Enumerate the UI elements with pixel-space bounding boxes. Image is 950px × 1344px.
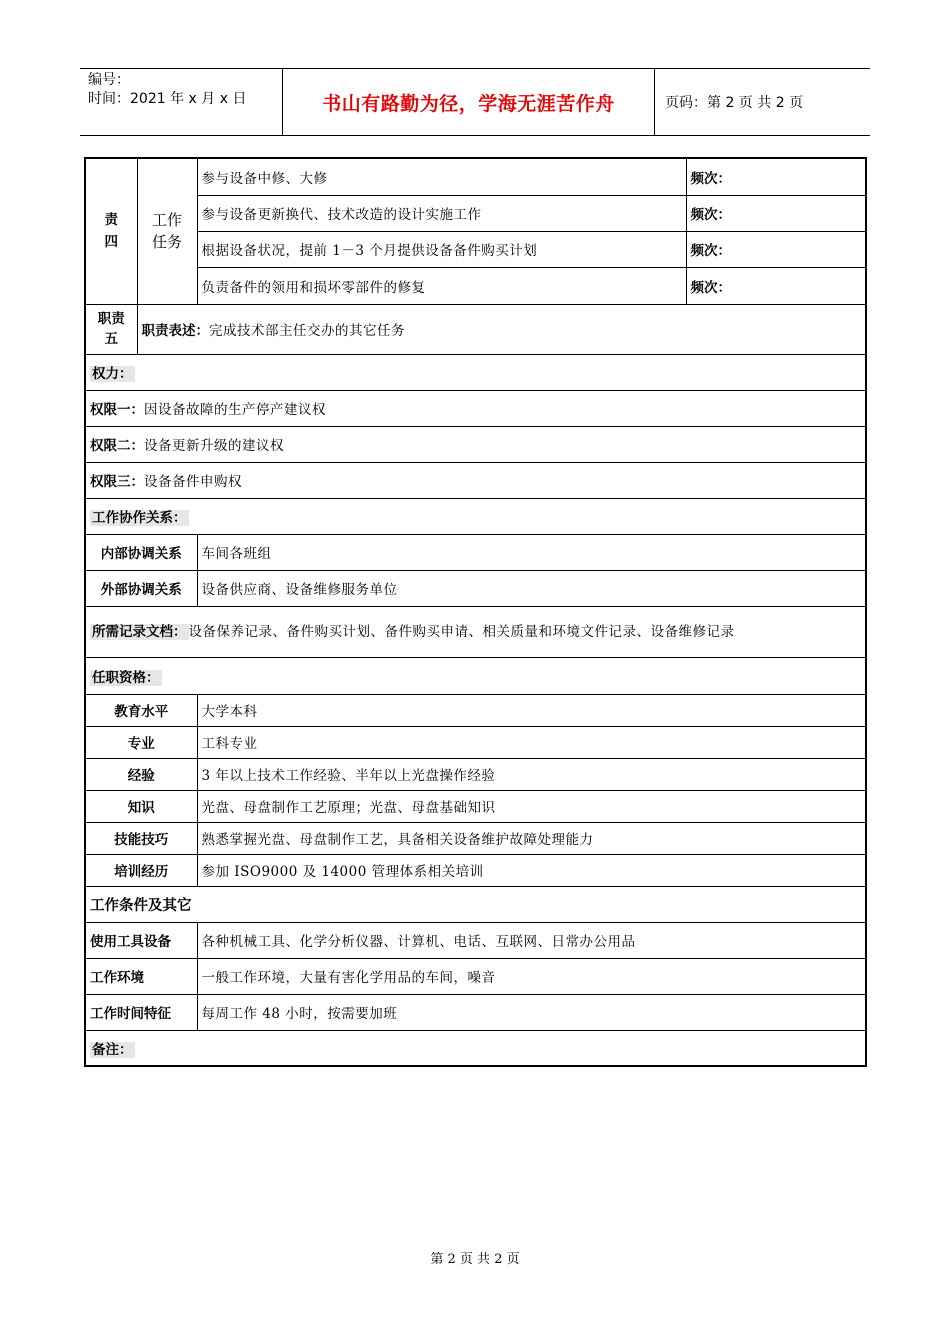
header-motto: 书山有路勤为径，学海无涯苦作舟 bbox=[322, 92, 615, 115]
conditions-row bbox=[85, 994, 866, 1030]
duty4-task-text: 参与设备更新换代、技术改造的设计实施工作 bbox=[197, 195, 686, 231]
qualification-text: 3 年以上技术工作经验、半年以上光盘操作经验 bbox=[197, 758, 866, 790]
qualification-text: 光盘、母盘制作工艺原理；光盘、母盘基础知识 bbox=[197, 790, 866, 822]
qualification-label: 培训经历 bbox=[85, 854, 197, 886]
duty4-task-label: 工作 任务 bbox=[137, 158, 197, 304]
duty4-task-row bbox=[85, 231, 866, 267]
qualification-text: 大学本科 bbox=[197, 694, 866, 726]
conditions-label: 工作环境 bbox=[85, 958, 197, 994]
duty5-label: 职责 五 bbox=[85, 304, 137, 354]
qualification-row bbox=[85, 726, 866, 758]
authority-label: 权限一： bbox=[90, 402, 144, 418]
authority-text: 设备备件申购权 bbox=[144, 474, 242, 490]
duty5-description bbox=[137, 304, 866, 354]
duty4-task-text: 负责备件的领用和损坏零部件的修复 bbox=[197, 267, 686, 304]
conditions-text: 一般工作环境，大量有害化学用品的车间，噪音 bbox=[197, 958, 866, 994]
authority-label: 权限二： bbox=[90, 438, 144, 454]
duty4-task-text: 根据设备状况，提前 1－3 个月提供设备备件购买计划 bbox=[197, 231, 686, 267]
authority-label: 权限三： bbox=[90, 474, 144, 490]
qualification-label: 教育水平 bbox=[85, 694, 197, 726]
header-motto-cell bbox=[283, 69, 655, 135]
records-text: 设备保养记录、备件购买计划、备件购买申请、相关质量和环境文件记录、设备维修记录 bbox=[188, 623, 735, 640]
qualification-title-row bbox=[85, 657, 866, 694]
authority-title-row bbox=[85, 354, 866, 390]
job-description-table bbox=[84, 157, 867, 1067]
conditions-title: 工作条件及其它 bbox=[90, 897, 192, 914]
duty4-task-freq: 频次： bbox=[686, 231, 866, 267]
qualification-row bbox=[85, 758, 866, 790]
duty5-desc-label: 职责表述： bbox=[141, 323, 209, 339]
qualification-label: 知识 bbox=[85, 790, 197, 822]
cooperation-label: 内部协调关系 bbox=[85, 534, 197, 570]
duty4-label: 责 四 bbox=[85, 158, 137, 304]
qualification-label: 专业 bbox=[85, 726, 197, 758]
duty5-desc-text: 完成技术部主任交办的其它任务 bbox=[209, 323, 405, 339]
cooperation-row bbox=[85, 570, 866, 606]
authority-row bbox=[85, 390, 866, 426]
cooperation-title-row bbox=[85, 498, 866, 534]
header-time: 时间：2021 年 x 月 x 日 bbox=[88, 91, 247, 107]
qualification-text: 参加 ISO9000 及 14000 管理体系相关培训 bbox=[197, 854, 866, 886]
qualification-label: 技能技巧 bbox=[85, 822, 197, 854]
qualification-row bbox=[85, 790, 866, 822]
cooperation-text: 设备供应商、设备维修服务单位 bbox=[197, 570, 866, 606]
duty4-task-freq: 频次： bbox=[686, 195, 866, 231]
duty4-task-row bbox=[85, 158, 866, 195]
duty4-task-text: 参与设备中修、大修 bbox=[197, 158, 686, 195]
cooperation-title: 工作协作关系： bbox=[92, 510, 187, 526]
duty4-task-row bbox=[85, 267, 866, 304]
remarks-row bbox=[85, 1030, 866, 1066]
conditions-title-row bbox=[85, 886, 866, 922]
header-number: 编号： bbox=[88, 72, 130, 88]
qualification-text: 熟悉掌握光盘、母盘制作工艺，具备相关设备维护故障处理能力 bbox=[197, 822, 866, 854]
cooperation-text: 车间各班组 bbox=[197, 534, 866, 570]
page-footer: 第 2 页 共 2 页 bbox=[430, 1252, 520, 1267]
conditions-text: 每周工作 48 小时，按需要加班 bbox=[197, 994, 866, 1030]
authority-text: 因设备故障的生产停产建议权 bbox=[144, 402, 326, 418]
duty4-task-freq: 频次： bbox=[686, 158, 866, 195]
header-meta bbox=[80, 69, 283, 135]
conditions-label: 工作时间特征 bbox=[85, 994, 197, 1030]
duty4-task-row bbox=[85, 195, 866, 231]
duty5-row bbox=[85, 304, 866, 354]
conditions-row bbox=[85, 922, 866, 958]
conditions-row bbox=[85, 958, 866, 994]
conditions-text: 各种机械工具、化学分析仪器、计算机、电话、互联网、日常办公用品 bbox=[197, 922, 866, 958]
remarks-title: 备注： bbox=[92, 1041, 133, 1058]
records-label: 所需记录文档： bbox=[92, 623, 187, 640]
qualification-label: 经验 bbox=[85, 758, 197, 790]
conditions-label: 使用工具设备 bbox=[85, 922, 197, 958]
page-header bbox=[80, 68, 870, 136]
authority-title: 权力： bbox=[92, 366, 133, 382]
authority-row bbox=[85, 426, 866, 462]
qualification-row bbox=[85, 822, 866, 854]
cooperation-label: 外部协调关系 bbox=[85, 570, 197, 606]
cooperation-row bbox=[85, 534, 866, 570]
authority-text: 设备更新升级的建议权 bbox=[144, 438, 284, 454]
header-page: 页码：第 2 页 共 2 页 bbox=[665, 95, 804, 111]
duty4-task-freq: 频次： bbox=[686, 267, 866, 304]
qualification-text: 工科专业 bbox=[197, 726, 866, 758]
qualification-row bbox=[85, 854, 866, 886]
qualification-title: 任职资格： bbox=[92, 669, 160, 686]
authority-row bbox=[85, 462, 866, 498]
qualification-row bbox=[85, 694, 866, 726]
records-row bbox=[85, 606, 866, 657]
